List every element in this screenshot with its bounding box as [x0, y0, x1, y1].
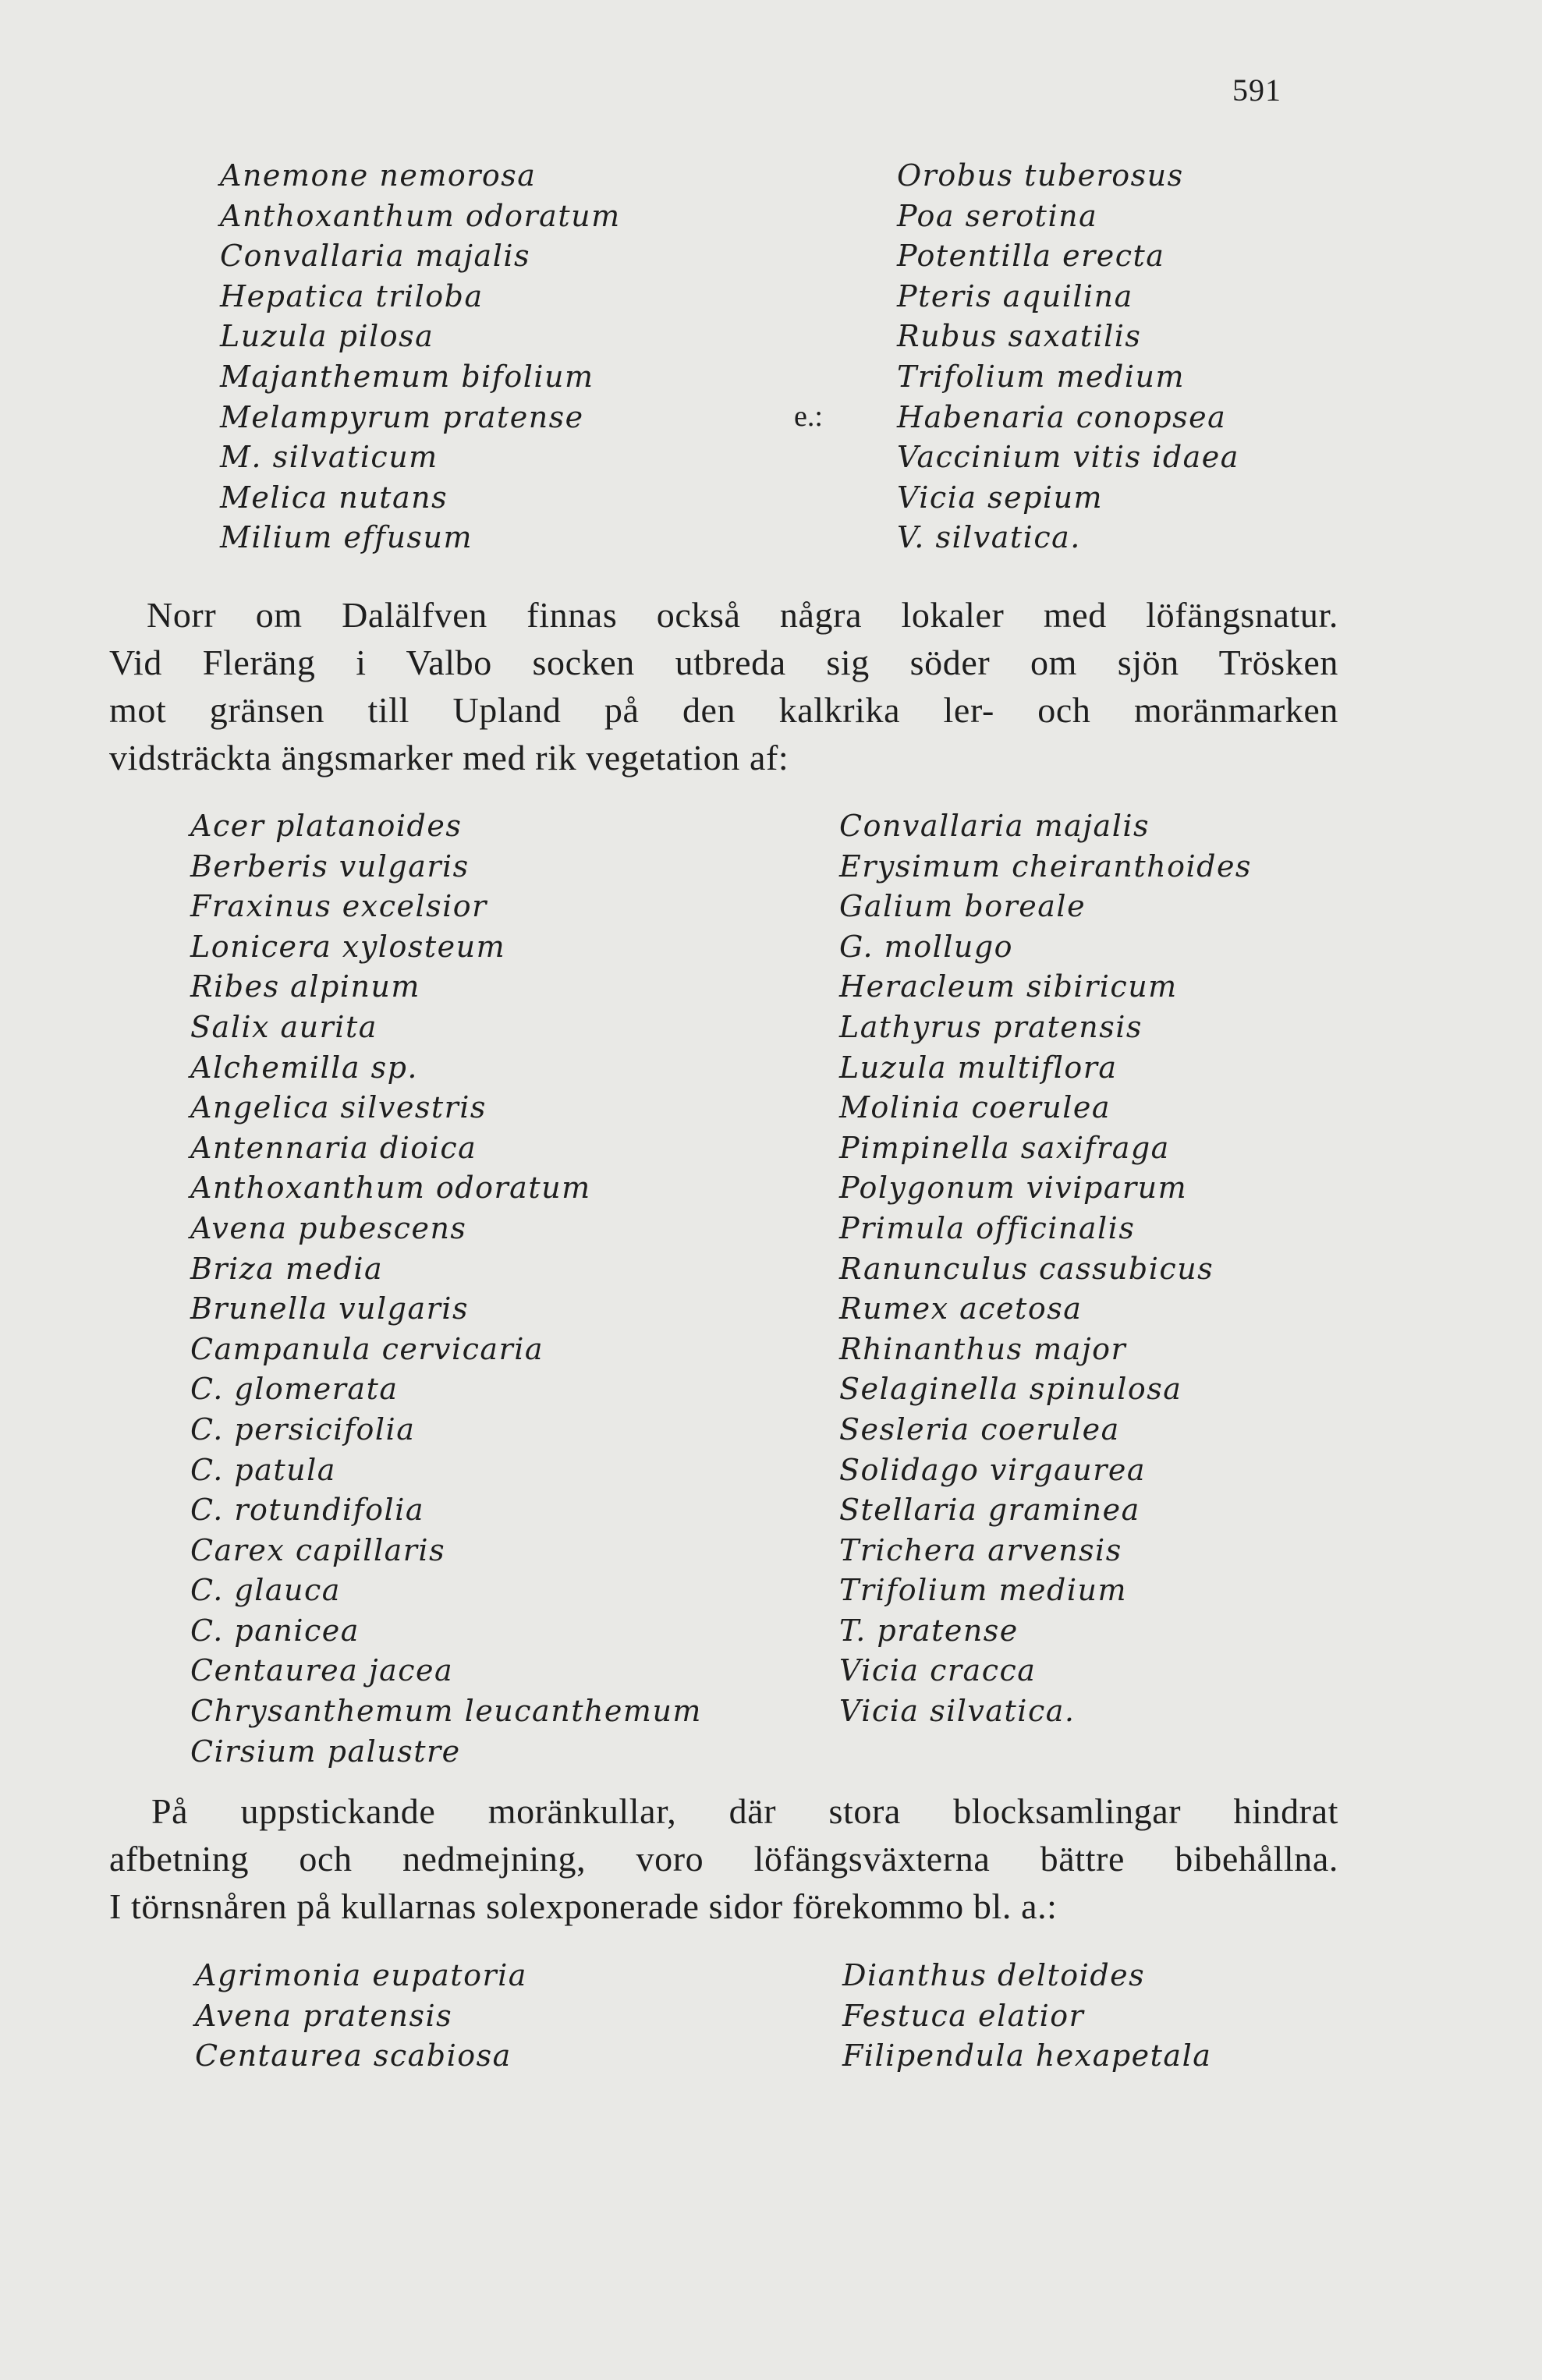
list-item: Anthoxanthum odoratum: [190, 1171, 591, 1206]
paragraph-line: I törnsnåren på kullarnas solexponerade sidor förekommo bl. a.:: [109, 1886, 1058, 1926]
species-list-2-right: [839, 806, 1252, 1732]
species-list-1-left: [220, 156, 621, 558]
list-item: Campanula cervicaria: [190, 1331, 544, 1366]
paragraph-2: [109, 1787, 1338, 1930]
list-item: Rhinanthus major: [839, 1331, 1127, 1366]
list-item: Habenaria conopsea: [897, 399, 1227, 434]
list-item: C. persicifolia: [190, 1411, 416, 1447]
list-item: Fraxinus excelsior: [190, 889, 487, 924]
list-item: Agrimonia eupatoria: [195, 1958, 527, 1992]
list-item: Selaginella spinulosa: [839, 1372, 1182, 1407]
paragraph-line: afbetning och nedmejning, voro löfängsväxterna bättre bibehållna.: [109, 1839, 1338, 1879]
list-item: Avena pratensis: [195, 1998, 453, 2033]
list-item: Lathyrus pratensis: [839, 1009, 1143, 1044]
list-item: Salix aurita: [190, 1009, 378, 1044]
list-item: Polygonum viviparum: [839, 1171, 1188, 1206]
list-item: T. pratense: [839, 1613, 1019, 1648]
list-item: C. patula: [190, 1452, 336, 1487]
list-item: Ribes alpinum: [190, 969, 420, 1004]
list-item: C. glomerata: [190, 1372, 399, 1407]
list-item: Convallaria majalis: [839, 809, 1150, 843]
list-item: Hepatica triloba: [220, 278, 484, 313]
list-item: Vicia sepium: [897, 480, 1104, 515]
list-item: Vicia silvatica.: [839, 1694, 1076, 1729]
list-item: Luzula multiflora: [839, 1050, 1118, 1085]
paragraph-line: mot gränsen till Upland på den kalkrika ler- och moränmarken: [109, 690, 1338, 730]
list-item: Vaccinium vitis idaea: [897, 440, 1239, 475]
list-item: G. mollugo: [839, 929, 1014, 964]
list-item: Trichera arvensis: [839, 1532, 1122, 1567]
list-marker: e.:: [794, 400, 823, 433]
list-item: Poa serotina: [897, 198, 1098, 233]
list-item: Stellaria graminea: [839, 1493, 1140, 1528]
list-item: Antennaria dioica: [190, 1130, 477, 1165]
list-item: Acer platanoides: [190, 809, 463, 843]
list-item: Molinia coerulea: [839, 1090, 1111, 1125]
page-number: 591: [1232, 73, 1281, 108]
list-item: Festuca elatior: [842, 1998, 1085, 2033]
list-item: Lonicera xylosteum: [190, 929, 506, 964]
list-item: Filipendula hexapetala: [842, 2038, 1212, 2074]
list-item: Avena pubescens: [190, 1210, 467, 1245]
paragraph-line: Norr om Dalälfven finnas också några lokaler med löfängsnatur.: [147, 595, 1338, 635]
list-item: Cirsium palustre: [190, 1734, 461, 1769]
list-item: M. silvaticum: [220, 440, 438, 475]
species-list-3-left: [195, 1956, 527, 2077]
paragraph-1: [109, 591, 1338, 781]
list-item: Briza media: [190, 1251, 384, 1286]
list-item: Potentilla erecta: [897, 239, 1165, 274]
list-item: Trifolium medium: [897, 359, 1186, 394]
list-item: Centaurea scabiosa: [195, 2038, 512, 2074]
paragraph-line: vidsträckta ängsmarker med rik vegetation af:: [109, 738, 789, 777]
paragraph-line: På uppstickande moränkullar, där stora blocksamlingar hindrat: [151, 1791, 1338, 1831]
list-item: Vicia cracca: [839, 1653, 1037, 1688]
list-item: Rubus saxatilis: [897, 319, 1142, 354]
list-item: Angelica silvestris: [190, 1090, 487, 1125]
list-item: V. silvatica.: [897, 520, 1081, 555]
list-item: Galium boreale: [839, 889, 1086, 924]
list-item: Orobus tuberosus: [897, 158, 1184, 193]
list-item: Convallaria majalis: [220, 239, 530, 274]
list-item: Berberis vulgaris: [190, 848, 470, 884]
species-list-3-right: [842, 1956, 1211, 2077]
list-item: Brunella vulgaris: [190, 1291, 469, 1326]
list-item: Melica nutans: [220, 480, 448, 515]
species-list-2-left: [190, 806, 702, 1772]
list-item: Melampyrum pratense: [220, 399, 584, 434]
list-item: Primula officinalis: [839, 1210, 1136, 1245]
species-list-1-right: [897, 156, 1239, 558]
list-item: C. rotundifolia: [190, 1493, 425, 1528]
list-item: Majanthemum bifolium: [220, 359, 594, 394]
list-item: Pimpinella saxifraga: [839, 1130, 1170, 1165]
list-item: Erysimum cheiranthoides: [839, 848, 1252, 884]
list-item: Chrysanthemum leucanthemum: [190, 1694, 702, 1729]
list-item: Anthoxanthum odoratum: [220, 198, 621, 233]
list-item: Ranunculus cassubicus: [839, 1251, 1214, 1286]
list-item: Heracleum sibiricum: [839, 969, 1178, 1004]
list-item: Rumex acetosa: [839, 1291, 1083, 1326]
list-item: C. glauca: [190, 1573, 341, 1608]
list-item: Sesleria coerulea: [839, 1411, 1120, 1447]
paragraph-line: Vid Fleräng i Valbo socken utbreda sig söder om sjön Trösken: [109, 643, 1338, 682]
list-item: Centaurea jacea: [190, 1653, 454, 1688]
list-item: Solidago virgaurea: [839, 1452, 1147, 1487]
list-item: Carex capillaris: [190, 1532, 446, 1567]
list-item: Pteris aquilina: [897, 278, 1133, 313]
list-item: Dianthus deltoides: [842, 1958, 1146, 1992]
list-item: Trifolium medium: [839, 1573, 1128, 1608]
list-item: Alchemilla sp.: [190, 1050, 418, 1085]
list-item: C. panicea: [190, 1613, 360, 1648]
list-item: Anemone nemorosa: [220, 158, 537, 193]
list-item: Luzula pilosa: [220, 319, 434, 354]
list-item: Milium effusum: [220, 520, 473, 555]
